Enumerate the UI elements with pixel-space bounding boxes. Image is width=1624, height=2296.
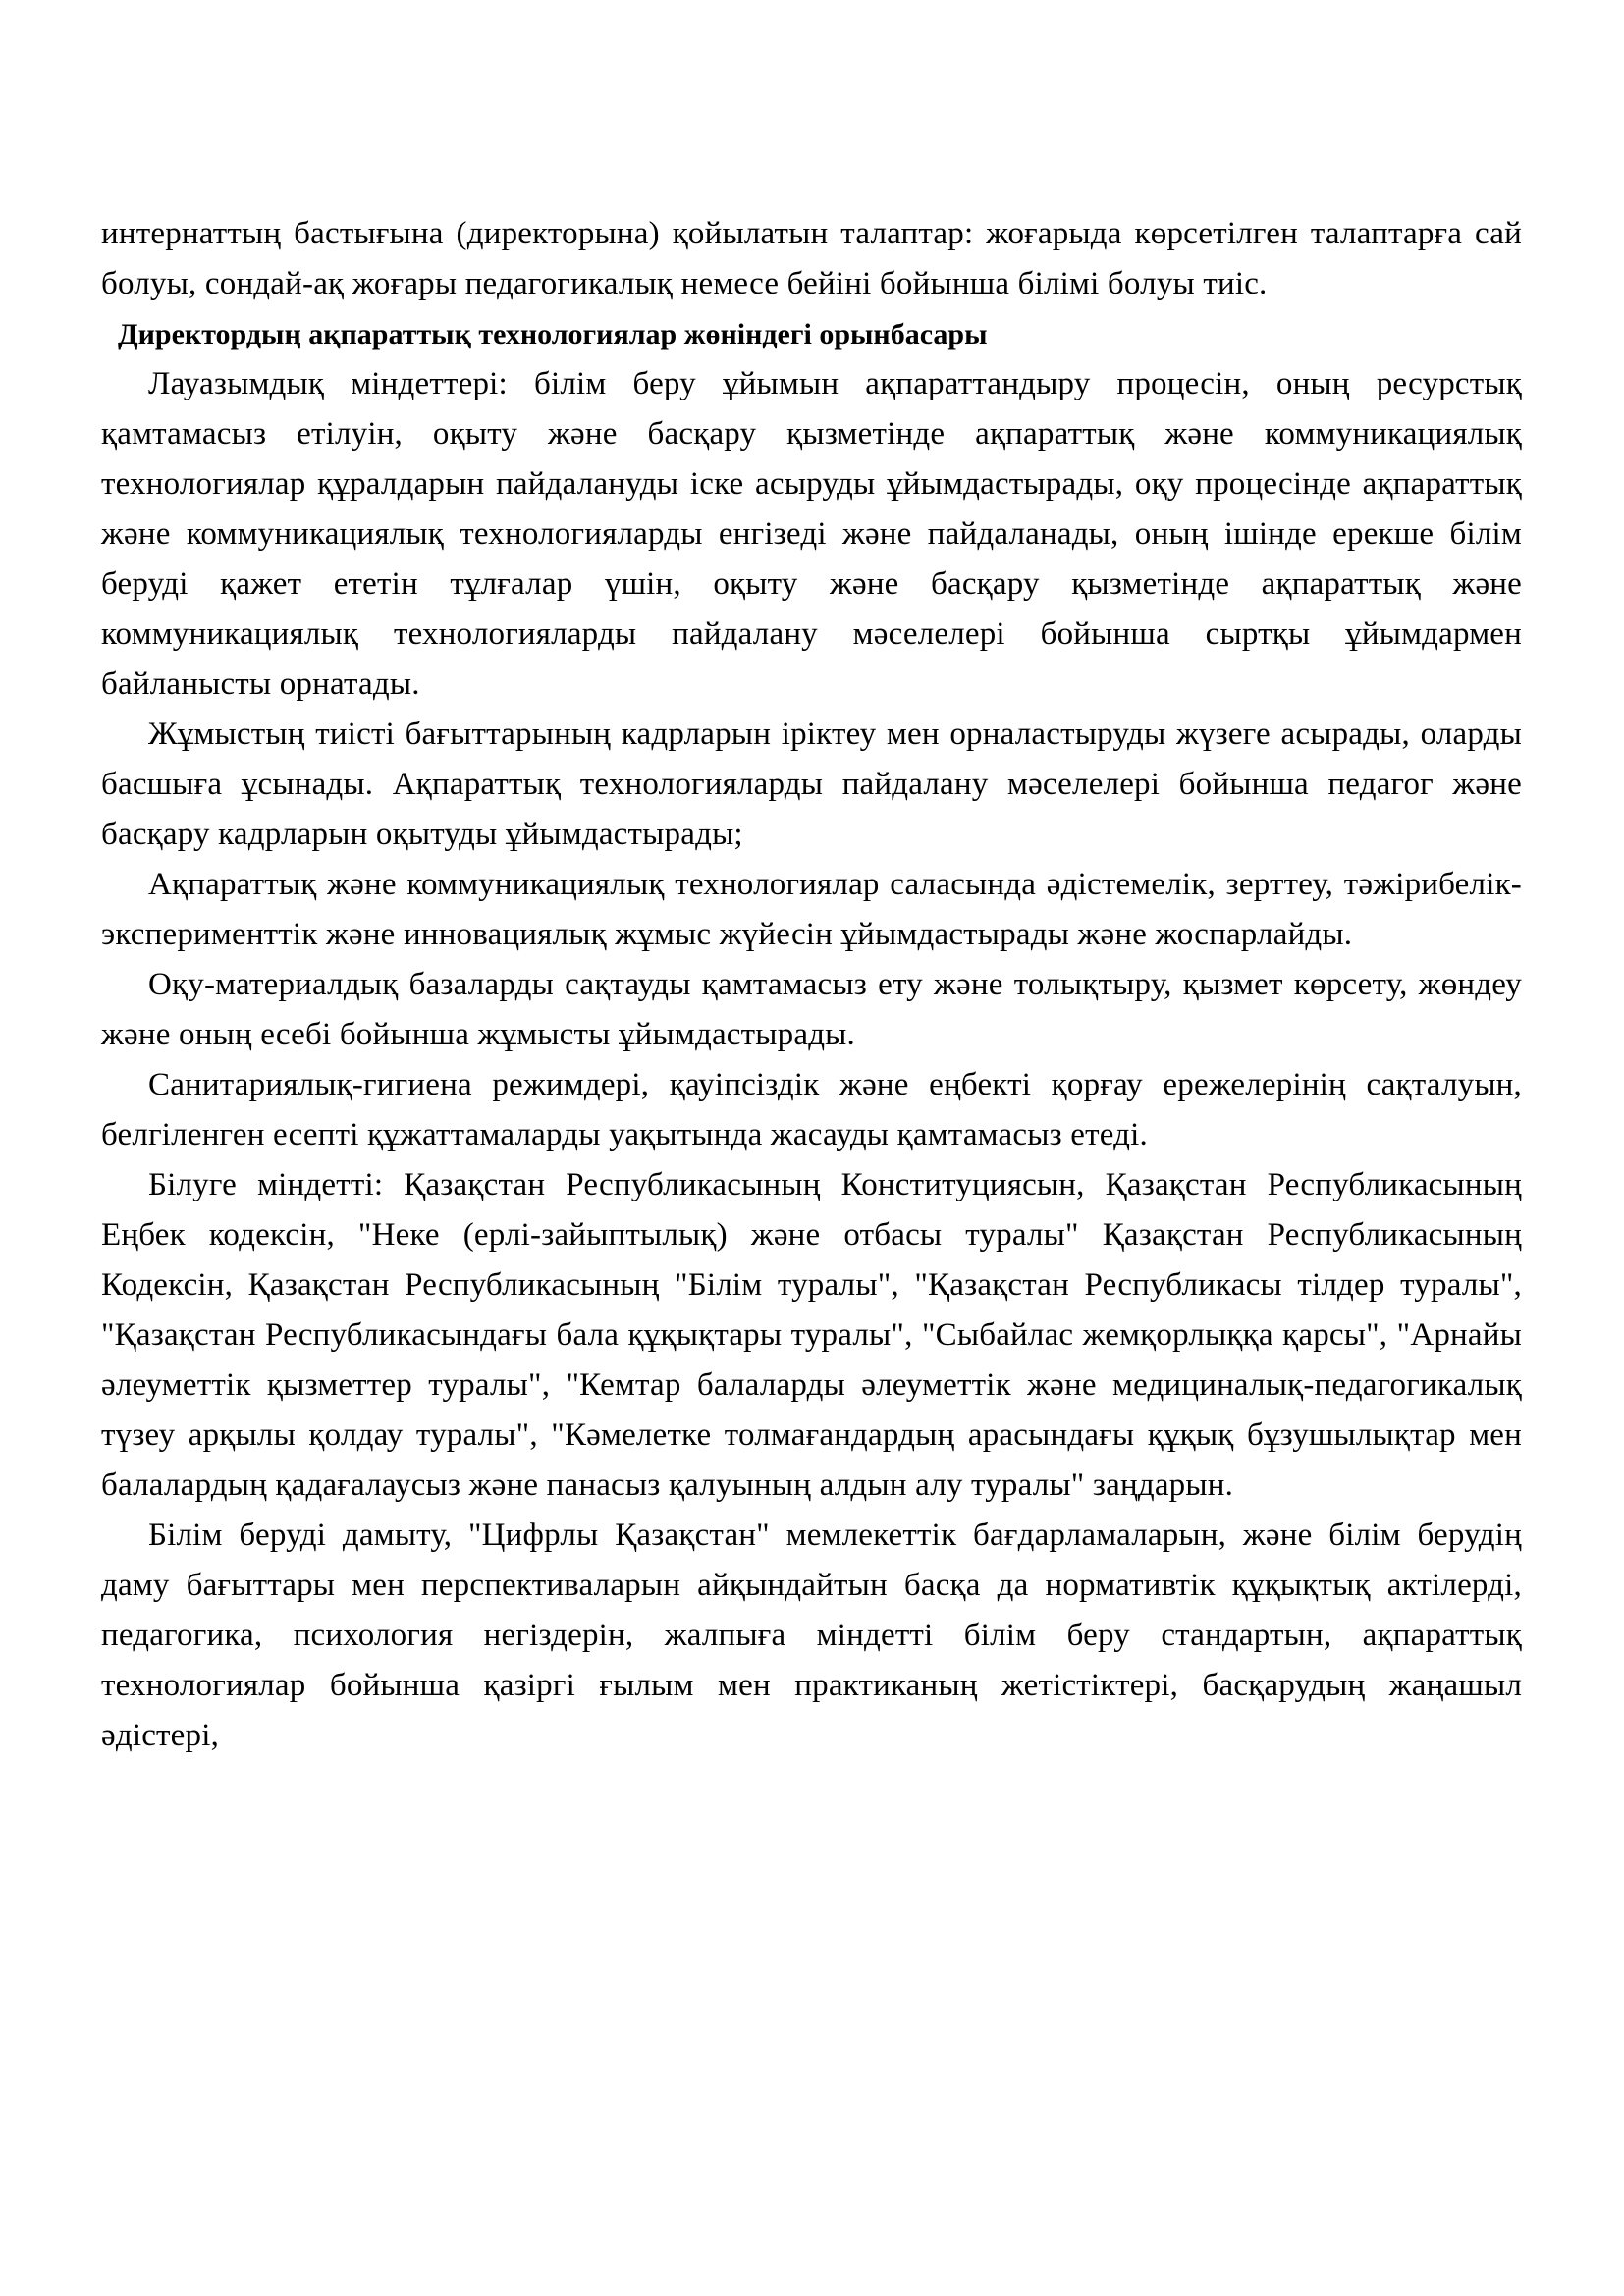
paragraph-personnel-selection: Жұмыстың тиісті бағыттарының кадрларын іріктеу мен орналастыруды жүзеге асырады, оларды басшыға ұсынады. Ақпараттық технологияларды пайдалану мәселелері бойынша педагог және басқару кадрларын оқытуды ұйымдастырады; [101, 717, 1522, 852]
paragraph-methodical-work: Ақпараттық және коммуникациялық технологиялар саласында әдістемелік, зерттеу, тәжірибелік-эксперименттік және инновациялық жұмыс жүйесін ұйымдастырады және жоспарлайды. [101, 867, 1522, 952]
paragraph-sanitary-regime: Санитариялық-гигиена режимдері, қауіпсіздік және еңбекті қорғау ережелерінің сақталуын, белгіленген есепті құжаттамаларды уақытында жасауды қамтамасыз етеді. [101, 1067, 1522, 1152]
paragraph-state-programs: Білім беруді дамыту, "Цифрлы Қазақстан" мемлекеттік бағдарламаларын, және білім берудің даму бағыттары мен перспективаларын айқындайтын басқа да нормативтік құқықтық актілерді, педагогика, психология негіздерін, жалпыға міндетті білім беру стандартын, ақпараттық технологиялар бойынша қазіргі ғылым мен практиканың жетістіктері, басқарудың жаңашыл әдістері, [101, 1518, 1522, 1753]
section-heading-deputy-director-it: Директордың ақпараттық технологиялар жөніндегі орынбасары [118, 318, 988, 350]
paragraph-requirements-continuation: интернаттың бастығына (директорына) қойылатын талаптар: жоғарыда көрсетілген талаптарға сай болуы, сондай-ақ жоғары педагогикалық немесе бейіні бойынша білімі болуы тиіс. [101, 216, 1522, 301]
paragraph-must-know-laws: Білуге міндетті: Қазақстан Республикасының Конституциясын, Қазақстан Республикасының Еңбек кодексін, "Неке (ерлі-зайыптылық) және отбасы туралы" Қазақстан Республикасының Кодексін, Қазақстан Республикасының "Білім туралы", "Қазақстан Республикасы тілдер туралы", "Қазақстан Республикасындағы бала құқықтары туралы", "Сыбайлас жемқорлыққа қарсы", "Арнайы әлеуметтік қызметтер туралы", "Кемтар балаларды әлеуметтік және медициналық-педагогикалық түзеу арқылы қолдау туралы", "Кәмелетке толмағандардың арасындағы құқық бұзушылықтар мен балалардың қадағалаусыз және панасыз қалуының алдын алу туралы" заңдарын. [101, 1167, 1522, 1503]
paragraph-material-base: Оқу-материалдық базаларды сақтауды қамтамасыз ету және толықтыру, қызмет көрсету, жөндеу және оның есебі бойынша жұмысты ұйымдастырады. [101, 967, 1522, 1052]
paragraph-duties: Лауазымдық міндеттері: білім беру ұйымын ақпараттандыру процесін, оның ресурстық қамтамасыз етілуін, оқыту және басқару қызметінде ақпараттық және коммуникациялық технологиялар құралдарын пайдалануды іске асыруды ұйымдастырады, оқу процесінде ақпараттық және коммуникациялық технологияларды енгізеді және пайдаланады, оның ішінде ерекше білім беруді қажет ететін тұлғалар үшін, оқыту және басқару қызметінде ақпараттық және коммуникациялық технологияларды пайдалану мәселелері бойынша сыртқы ұйымдармен байланысты орнатады. [101, 366, 1522, 702]
